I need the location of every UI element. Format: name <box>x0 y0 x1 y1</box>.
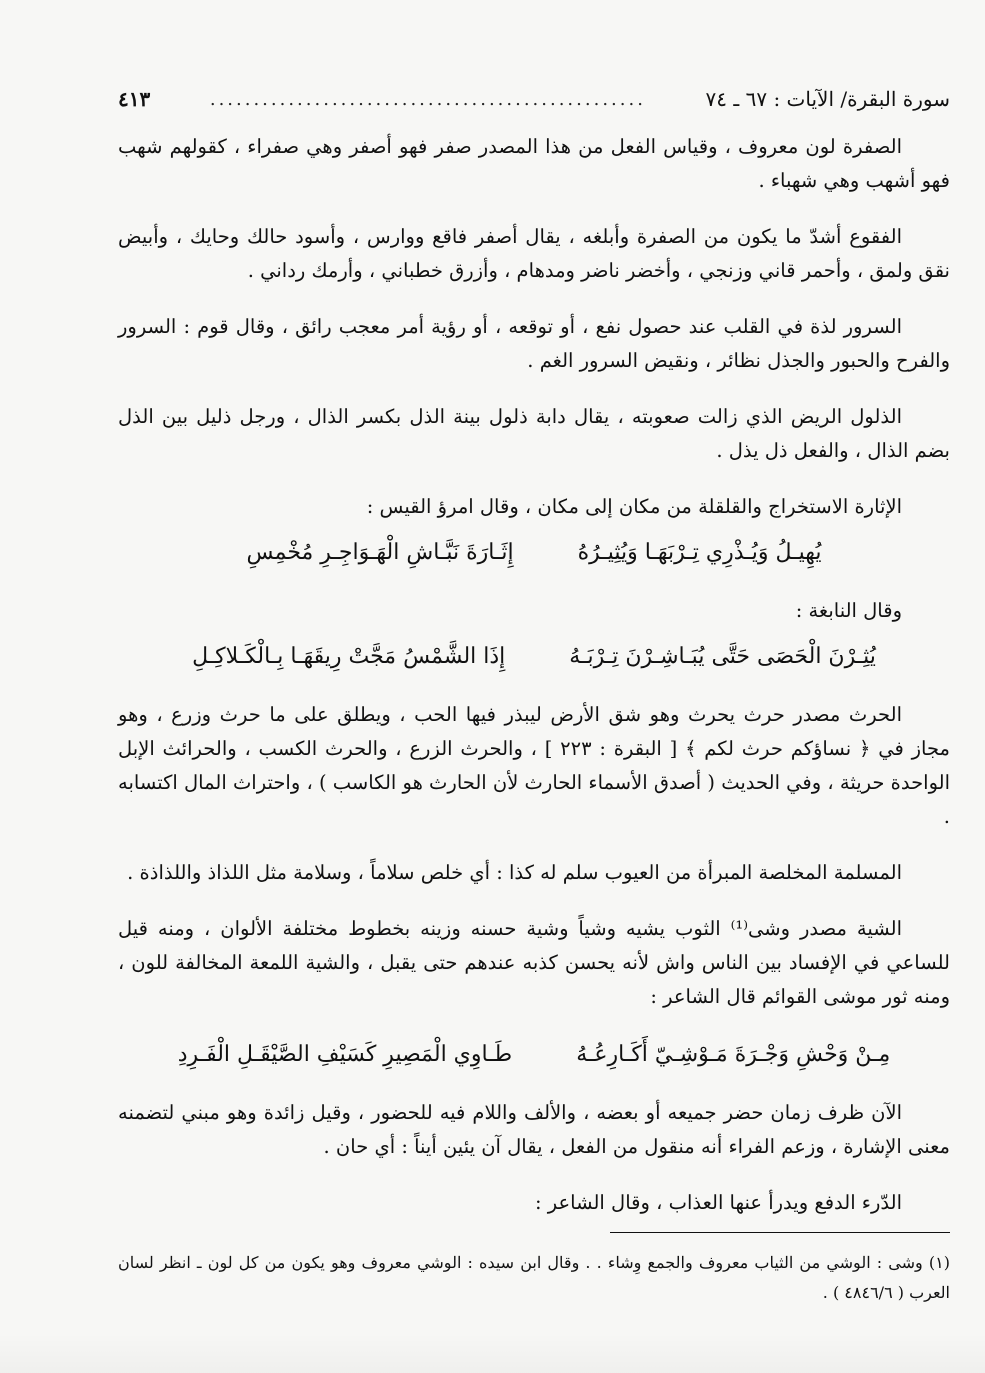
paragraph-shiya: الشية مصدر وشى⁽¹⁾ الثوب يشيه وشياً وشية حسنه وزينه بخطوط مختلفة الألوان ، ومنه قيل للساعي في الإفساد بين الناس واش لأنه يحسن كذبه عندهم حتى يقبل ، والشية اللمعة المخالفة للون ، ومنه ثور موشى القوائم قال الشاعر : <box>118 917 950 1008</box>
paragraph-fuqu: الفقوع أشدّ ما يكون من الصفرة وأبلغه ، يقال أصفر فاقع ووارس ، وأسود حالك وحايك ، وأبيض نقق ولمق ، وأحمر قاني وزنجي ، وأخضر ناضر ومدهام ، وأزرق خطباني ، وأرمك رداني . <box>118 225 950 282</box>
verse-hemistich-first: يُثِـرْنَ الْحَصَى حَتَّى يُبَـاشِـرْنَ تِـرْبَـهُ <box>569 644 876 669</box>
paragraph-alaan: الآن ظرف زمان حضر جميعه أو بعضه ، والألف واللام فيه للحضور ، وقيل زائدة وهو مبني لتضمنه معنى الإشارة ، وزعم الفراء أنه منقول من الفعل ، يقال آن يئين أيناً : أي حان . <box>118 1101 950 1158</box>
paragraph-dar: الدّرء الدفع ويدرأ عنها العذاب ، وقال الشاعر : <box>534 1191 902 1214</box>
page-number: ٤١٣ <box>118 87 151 111</box>
main-text <box>118 130 950 1228</box>
leader-dots: .................................................. <box>209 88 646 110</box>
paragraph-dhalul: الذلول الريض الذي زالت صعوبته ، يقال دابة ذلول بينة الذل بكسر الذال ، ورجل ذليل بين الذل بضم الذال ، والفعل ذل يذل . <box>118 405 950 462</box>
footnote-separator <box>610 1232 950 1233</box>
verse-shair <box>118 1036 950 1074</box>
paragraph-sufra: الصفرة لون معروف ، وقياس الفعل من هذا المصدر صفر فهو أصفر وهي صفراء ، كقولهم شهب فهو أشهب وهي شهباء . <box>118 135 950 192</box>
verse-hemistich-first: يُهِيـلُ وَيُـذْرِي تِـرْبَهَـا وَيُثِيـرُهُ <box>577 540 822 565</box>
running-header <box>118 82 950 116</box>
verse-hemistich-second: طَـاوِي الْمَصِيرِ كَسَيْفِ الصَّيْقَـلِ الْفَـرِدِ <box>177 1042 513 1067</box>
paragraph-nabigha-intro: وقال النابغة : <box>795 599 902 622</box>
verse-imru-alqays <box>118 534 950 572</box>
surah-title: سورة البقرة/ الآيات : ٦٧ ـ ٧٤ <box>705 87 950 111</box>
verse-nabigha <box>118 638 950 676</box>
paragraph-harth: الحرث مصدر حرث يحرث وهو شق الأرض ليبذر فيها الحب ، ويطلق على ما حرث وزرع ، وهو مجاز في ﴿ نساؤكم حرث لكم ﴾ [ البقرة : ٢٢٣ ] ، والحرث الزرع ، والحرث الكسب ، والحرائث الإبل الواحدة حريثة ، وفي الحديث ( أصدق الأسماء الحارث لأن الحارث هو الكاسب ) ، واحتراث المال اكتسابه . <box>118 703 950 828</box>
verse-hemistich-second: إِذَا الشَّمْسُ مَجَّتْ رِيقَهَـا بِـالْكَـلاكِـلِ <box>192 644 506 669</box>
paragraph-ithara: الإثارة الاستخراج والقلقلة من مكان إلى مكان ، وقال امرؤ القيس : <box>366 495 902 518</box>
verse-hemistich-second: إِثَـارَةَ نَبَّـاشِ الْهَـوَاجِـرِ مُخْمِسِ <box>246 540 514 565</box>
footnote: (١) وشى : الوشي من الثياب معروف والجمع وِشاء . . وقال ابن سيده : الوشي معروف وهو يكون من كل لون ـ انظر لسان العرب ( ٤٨٤٦/٦ ) . <box>118 1253 950 1302</box>
scan-shadow <box>0 1333 985 1373</box>
paragraph-musallama: المسلمة المخلصة المبرأة من العيوب سلم له كذا : أي خلص سلاماً ، وسلامة مثل اللذاذ واللذاذة . <box>127 861 902 884</box>
verse-hemistich-first: مِـنْ وَحْشِ وَجْـرَةَ مَـوْشِـيّ أَكَـارِعُـهُ <box>576 1042 891 1067</box>
paragraph-surur: السرور لذة في القلب عند حصول نفع ، أو توقعه ، أو رؤية أمر معجب رائق ، وقال قوم : السرور والفرح والحبور والجذل نظائر ، ونقيض السرور الغم . <box>118 315 950 372</box>
